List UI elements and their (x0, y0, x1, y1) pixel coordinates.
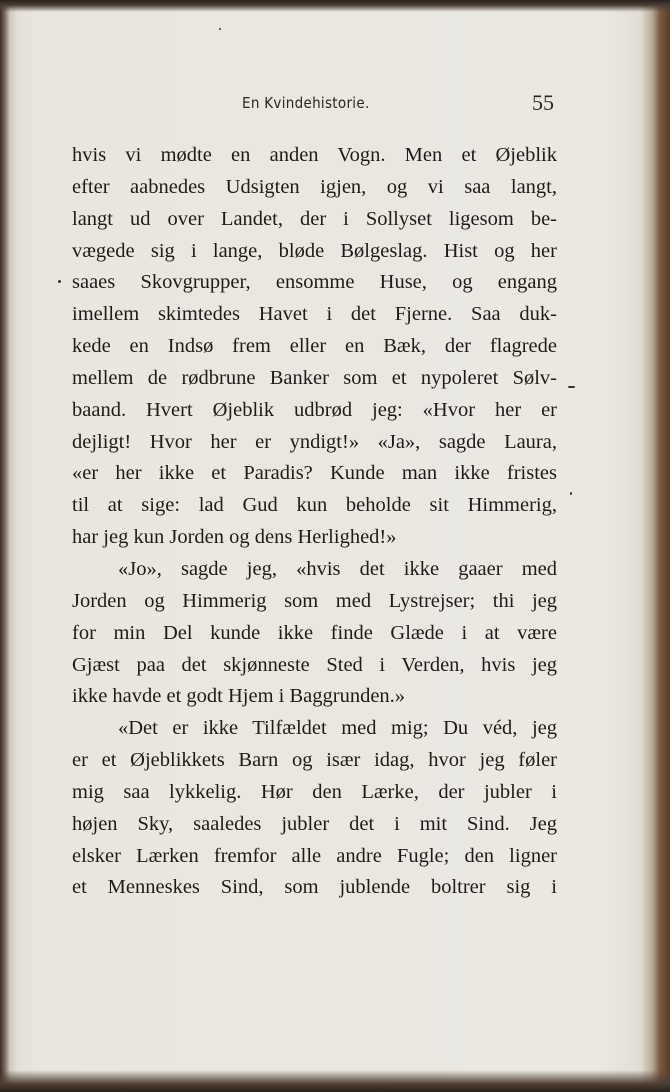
text-line: Gjæst paa det skjønneste Sted i Verden, hvis jeg (72, 653, 557, 676)
text-line: imellem skimtedes Havet i det Fjerne. Saa duk- (72, 303, 557, 326)
text-line: vægede sig i lange, bløde Bølgeslag. Hist og her (72, 239, 557, 262)
page-number: 55 (532, 90, 554, 115)
paragraph-end-line: har jeg kun Jorden og dens Herlighed!» (72, 526, 397, 549)
text-line: langt ud over Landet, der i Sollyset ligesom be- (72, 207, 557, 230)
print-speck (58, 280, 61, 283)
text-line: elsker Lærken fremfor alle andre Fugle; den ligner (72, 844, 557, 867)
bottom-book-edge (0, 1070, 670, 1092)
body-text (72, 140, 557, 904)
print-speck (219, 28, 221, 30)
text-line: kede en Indsø frem eller en Bæk, der flagrede (72, 335, 557, 358)
text-line: mig saa lykkelig. Hør den Lærke, der jubler i (72, 780, 557, 803)
paragraph-start-line: «Jo», sagde jeg, «hvis det ikke gaaer med (118, 557, 557, 580)
text-line: efter aabnedes Udsigten igjen, og vi saa langt, (72, 175, 557, 198)
text-line: er et Øjeblikkets Barn og især idag, hvor jeg føler (72, 749, 557, 772)
text-line: Jorden og Himmerig som med Lystrejser; thi jeg (72, 589, 557, 612)
text-line: dejligt! Hvor her er yndigt!» «Ja», sagde Laura, (72, 430, 557, 453)
text-line: hvis vi mødte en anden Vogn. Men et Øjeblik (72, 144, 557, 166)
paragraph-start-line: «Det er ikke Tilfældet med mig; Du véd, jeg (118, 717, 557, 740)
text-line: et Menneskes Sind, som jublende boltrer sig i (72, 876, 557, 899)
running-head (18, 88, 654, 128)
print-speck (568, 386, 575, 388)
text-line: baand. Hvert Øjeblik udbrød jeg: «Hvor her er (72, 398, 557, 421)
text-line: mellem de rødbrune Banker som et nypoleret Sølv- (72, 366, 557, 389)
paragraph-end-line: ikke havde et godt Hjem i Baggrunden.» (72, 685, 406, 708)
text-line: «er her ikke et Paradis? Kunde man ikke fristes (72, 462, 557, 485)
book-page (18, 10, 654, 1072)
print-speck (570, 492, 572, 495)
text-line: for min Del kunde ikke finde Glæde i at være (72, 621, 557, 644)
text-line: højen Sky, saaledes jubler det i mit Sind. Jeg (72, 812, 557, 835)
running-title: En Kvindehistorie. (242, 94, 370, 112)
text-line: til at sige: lad Gud kun beholde sit Himmerig, (72, 494, 557, 517)
text-line: saaes Skovgrupper, ensomme Huse, og engang (72, 271, 557, 294)
